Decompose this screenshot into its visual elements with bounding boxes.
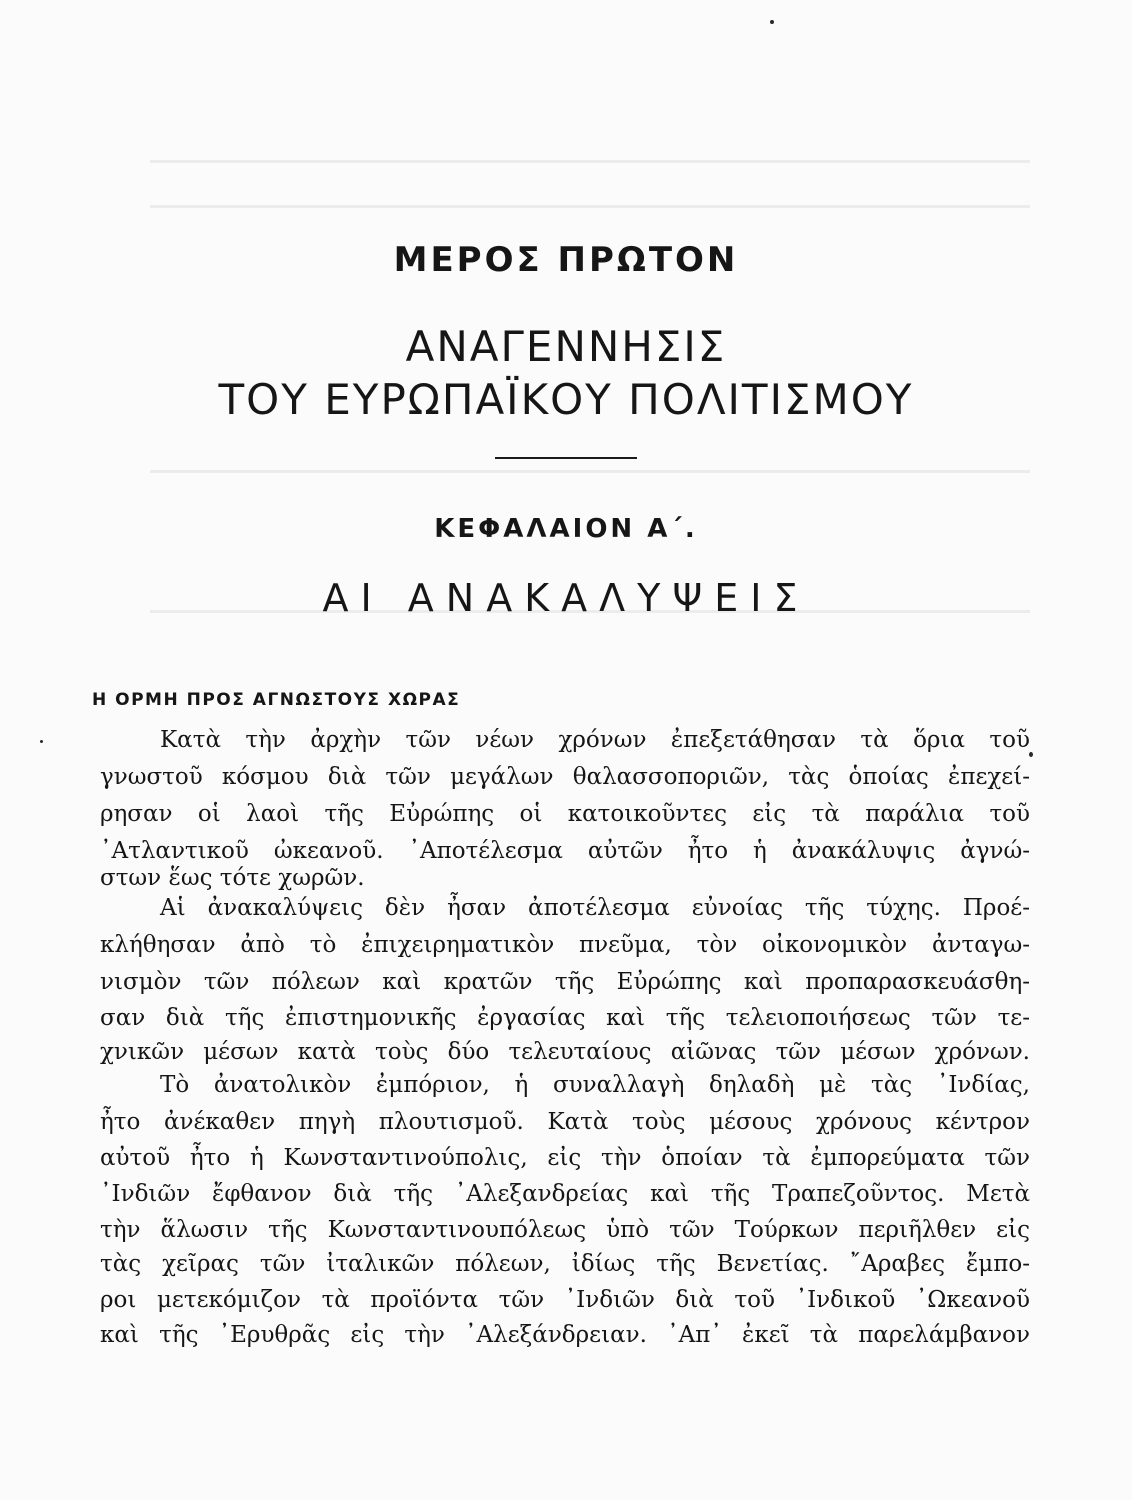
body-line: σαν διὰ τῆς ἐπιστημονικῆς ἐργασίας καὶ τῆς τελειοποιήσεως τῶν τε-	[100, 1005, 1030, 1031]
body-line: στων ἕως τότε χωρῶν.	[100, 865, 365, 891]
divider-rule	[495, 457, 637, 459]
chapter-label: ΚΕΦΑΛΑΙΟΝ Α΄.	[434, 514, 698, 544]
body-line: ἦτο ἀνέκαθεν πηγὴ πλουτισμοῦ. Κατὰ τοὺς μέσους χρόνους κέντρον	[100, 1109, 1030, 1135]
show-through-mark	[150, 470, 1030, 473]
body-line: κλήθησαν ἀπὸ τὸ ἐπιχειρηματικὸν πνεῦμα, τὸν οἰκονομικὸν ἀνταγω-	[100, 932, 1030, 958]
body-line: ᾿Ατλαντικοῦ ὠκεανοῦ. ᾿Αποτέλεσμα αὐτῶν ἦτο ἡ ἀνακάλυψις ἀγνώ-	[100, 838, 1030, 864]
body-line: αὐτοῦ ἦτο ἡ Κωνσταντινούπολις, εἰς τὴν ὁποίαν τὰ ἐμπορεύματα τῶν	[100, 1145, 1030, 1171]
body-line: νισμὸν τῶν πόλεων καὶ κρατῶν τῆς Εὐρώπης καὶ προπαρασκευάσθη-	[100, 969, 1030, 995]
show-through-mark	[150, 160, 1030, 163]
body-line: Κατὰ τὴν ἀρχὴν τῶν νέων χρόνων ἐπεξετάθησαν τὰ ὅρια τοῦ	[160, 727, 1030, 753]
body-line: ροι μετεκόμιζον τὰ προϊόντα τῶν ᾿Ινδιῶν διὰ τοῦ ᾿Ινδικοῦ ᾿Ωκεανοῦ	[100, 1287, 1030, 1313]
body-line: τὴν ἅλωσιν τῆς Κωνσταντινουπόλεως ὑπὸ τῶν Τούρκων περιῆλθεν εἰς	[100, 1217, 1030, 1243]
body-line: Αἱ ἀνακαλύψεις δὲν ἦσαν ἀποτέλεσμα εὐνοίας τῆς τύχης. Προέ-	[160, 895, 1030, 921]
show-through-mark	[150, 205, 1030, 208]
body-line: τὰς χεῖρας τῶν ἰταλικῶν πόλεων, ἰδίως τῆς Βενετίας. ῎Αραβες ἔμπο-	[100, 1251, 1030, 1277]
speck	[40, 740, 43, 743]
body-line: ᾿Ινδιῶν ἔφθανον διὰ τῆς ᾿Αλεξανδρείας καὶ τῆς Τραπεζοῦντος. Μετὰ	[100, 1181, 1030, 1207]
body-line: καὶ τῆς ᾿Ερυθρᾶς εἰς τὴν ᾿Αλεξάνδρειαν. ᾿Απ᾿ ἐκεῖ τὰ παρελάμβανον	[100, 1322, 1030, 1348]
section-heading: Η ΟΡΜΗ ΠΡΟΣ ΑΓΝΩΣΤΟΥΣ ΧΩΡΑΣ	[92, 690, 461, 710]
speck	[770, 20, 774, 24]
body-line: γνωστοῦ κόσμου διὰ τῶν μεγάλων θαλασσοποριῶν, τὰς ὁποίας ἐπεχεί-	[100, 764, 1030, 790]
body-line: Τὸ ἀνατολικὸν ἐμπόριον, ἡ συναλλαγὴ δηλαδὴ μὲ τὰς ᾿Ινδίας,	[160, 1072, 1030, 1098]
chapter-title: ΑΙ ΑΝΑΚΑΛΥΨΕΙΣ	[322, 576, 810, 620]
body-line: χνικῶν μέσων κατὰ τοὺς δύο τελευταίους αἰῶνας τῶν μέσων χρόνων.	[100, 1039, 1030, 1065]
part-label: ΜΕΡΟΣ ΠΡΩΤΟΝ	[393, 240, 739, 280]
main-title-line1: ΑΝΑΓΕΝΝΗΣΙΣ	[405, 322, 727, 371]
main-title-line2: ΤΟΥ ΕΥΡΩΠΑΪΚΟΥ ΠΟΛΙΤΙΣΜΟΥ	[218, 375, 914, 424]
body-line: ρησαν οἱ λαοὶ τῆς Εὐρώπης οἱ κατοικοῦντες εἰς τὰ παράλια τοῦ	[100, 801, 1030, 827]
